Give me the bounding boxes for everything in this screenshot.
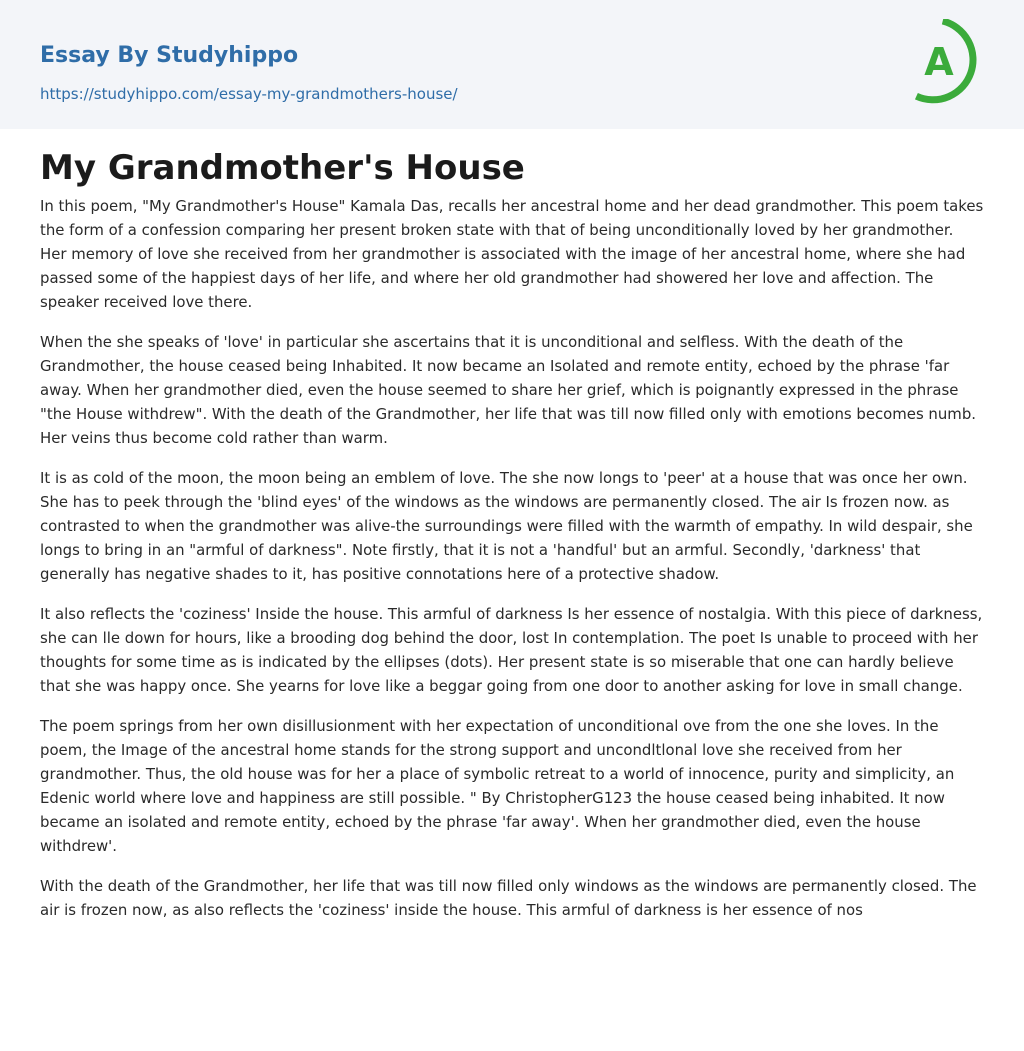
brand-title: Essay By Studyhippo xyxy=(40,43,299,68)
essay-paragraph-1: In this poem, "My Grandmother's House" Kamala Das, recalls her ancestral home and her dead grandmother. This poem takes the form of a confession comparing her present broken state with that of being unconditionally loved by her grandmother. Her memory of love she received from her grandmother is associated with the image of her ancestral home, where she had passed some of the happiest days of her life, and where her old grandmother had showered her love and affection. The speaker received love there. xyxy=(40,197,984,311)
studyhippo-logo-icon xyxy=(912,19,986,105)
essay-title: My Grandmother's House xyxy=(40,148,525,188)
essay-body xyxy=(40,194,984,938)
essay-paragraph-5: The poem springs from her own disillusionment with her expectation of unconditional ove from the one she loves. In the poem, the Image of the ancestral home stands for the strong support and uncondltlonal love she received from her grandmother. Thus, the old house was for her a place of symbolic retreat to a world of innocence, purity and simplicity, an Edenic world where love and happiness are still possible. " By ChristopherG123 the house ceased being inhabited. It now became an isolated and remote entity, echoed by the phrase 'far away'. When her grandmother died, even the house withdrew'. xyxy=(40,717,955,855)
essay-paragraph-6: With the death of the Grandmother, her life that was till now filled only windows as the windows are permanently closed. The air is frozen now, as also reflects the 'coziness' inside the house. This armful of darkness is her essence of nos xyxy=(40,877,977,919)
essay-paragraph-2: When the she speaks of 'love' in particular she ascertains that it is unconditional and selfless. With the death of the Grandmother, the house ceased being Inhabited. It now became an Isolated and remote entity, echoed by the phrase 'far away. When her grandmother died, even the house seemed to share her grief, which is poignantly expressed in the phrase "the House withdrew". With the death of the Grandmother, her life that was till now filled only with emotions becomes numb. Her veins thus become cold rather than warm. xyxy=(40,333,977,447)
site-header xyxy=(0,0,1024,129)
essay-url-link[interactable]: https://studyhippo.com/essay-my-grandmothers-house/ xyxy=(40,85,458,103)
essay-paragraph-3: It is as cold of the moon, the moon being an emblem of love. The she now longs to 'peer' at a house that was once her own. She has to peek through the 'blind eyes' of the windows as the windows are permanently closed. The air Is frozen now. as contrasted to when the grandmother was alive-the surroundings were filled with the warmth of empathy. In wild despair, she longs to bring in an "armful of darkness". Note firstly, that it is not a 'handful' but an armful. Secondly, 'darkness' that generally has negative shades to it, has positive connotations here of a protective shadow. xyxy=(40,469,973,583)
logo-letter: A xyxy=(924,40,954,84)
essay-paragraph-4: It also reflects the 'coziness' Inside the house. This armful of darkness Is her essence of nostalgia. With this piece of darkness, she can lle down for hours, like a brooding dog behind the door, lost In contemplation. The poet Is unable to proceed with her thoughts for some time as is indicated by the ellipses (dots). Her present state is so miserable that one can hardly believe that she was happy once. She yearns for love like a beggar going from one door to another asking for love in small change. xyxy=(40,605,983,695)
